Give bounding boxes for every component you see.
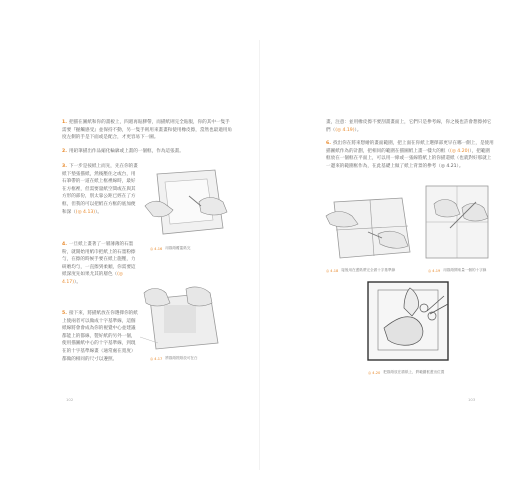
step-5 bbox=[62, 310, 140, 392]
illustration-hands-rubbing-paper bbox=[140, 285, 222, 355]
caption-text: 將描紙擦紙放可在白 bbox=[165, 356, 198, 360]
step-text-tail: ），把範圍框放在一個框在平面上，可以用一條或一張線將紙上的你描還紙（也就對好那就上一邊來的範圍框作為，在此基礎上做了紙上背景的參考（◎ 4.21）。 bbox=[326, 148, 492, 169]
figure-reference: (◎ 4.13) bbox=[75, 209, 96, 215]
figure-number: ◎ 4.20 bbox=[368, 370, 381, 375]
step-text: 畫，注意：並用橡皮擦不要刮畫畫面上，它們只是參考線，你之後也許會想擦掉它們（ bbox=[326, 120, 492, 133]
caption-4-19 bbox=[428, 268, 486, 273]
step-2 bbox=[62, 148, 232, 156]
step-number: 3. bbox=[62, 164, 67, 169]
figure-number: ◎ 4.16 bbox=[150, 246, 163, 251]
caption-text: 把描紙放在描紙上，將範圍框畫出位置 bbox=[383, 370, 445, 374]
caption-4-17 bbox=[150, 356, 198, 361]
step-text: 用鉛筆描出作品縮化輪廓或上畫的一個框，作為這張畫。 bbox=[68, 149, 184, 154]
step-5-continued bbox=[326, 119, 494, 134]
caption-4-18 bbox=[326, 268, 395, 273]
figure-number: ◎ 4.19 bbox=[428, 268, 441, 273]
step-text: 把描在圖紙和你的畫板上，四週再貼膠帶，而描紙則完全貼服，你的其中一隻手需要『握觸感受』並保持不動，另一隻手則用來畫畫和使用橡皮擦，當然也最適用角度左側的手是下面或是配合，才更容易下一圖。 bbox=[62, 120, 232, 141]
page-number: 103 bbox=[468, 397, 476, 402]
step-text: 一旦紙上畫著了一層薄薄的石墨粉，就開始用紙巾把紙上的石墨粉擦勻，在擦的時候手要在紙上施壓，力研磨均勻，一直擦到柔順，你需要這紙深度先如果尤其的層色（ bbox=[62, 242, 136, 278]
step-3 bbox=[62, 163, 140, 216]
caption-text: 用描紙覆蓋紙完 bbox=[165, 246, 191, 250]
step-4 bbox=[62, 241, 140, 287]
step-text-tail: ）。 bbox=[95, 209, 102, 215]
illustration-hands-tracing-frame bbox=[143, 166, 228, 238]
illustration-framing-on-tracing-paper bbox=[364, 278, 456, 364]
illustration-crosshair-guidelines bbox=[324, 190, 414, 262]
caption-text: 用描紙開來量一個的十字線 bbox=[443, 268, 487, 272]
figure-reference: (◎ 4.17) bbox=[62, 272, 123, 285]
step-1 bbox=[62, 119, 232, 142]
step-text: 下一步是按紙上而先，先在你的畫紙下墊張描紙，然後壓住之或台，用石筆帶的一道在紙上框裡線時，最好在方框裡，但需要量紙空間或在與其方形的部份，別太靠公距已經在了方框，但我的可以把紙在方框的底加便和深（ bbox=[62, 164, 138, 215]
caption-4-16 bbox=[150, 246, 190, 251]
figure-number: ◎ 4.17 bbox=[150, 356, 163, 361]
illustration-measuring-crosshair bbox=[418, 182, 498, 266]
right-page bbox=[260, 0, 520, 500]
step-text: 接下來，將描紙放在你選擇你的紙上使兩者可以做成十字基準線，這個紙線將會會成為你的視覺中心並建議都能上的都線，製好紙的另外一個，使用描圖紙中心的十字基準線，到現在的十字基準線畫（通常處在寬度）都做的相同的尺寸以遵照。 bbox=[62, 311, 138, 362]
step-6 bbox=[326, 140, 494, 170]
page-number: 102 bbox=[66, 397, 74, 402]
caption-text: 接後用在畫紙將完全做十字基準線 bbox=[341, 268, 396, 272]
figure-reference: (◎ 4.19) bbox=[335, 127, 355, 133]
step-number: 6. bbox=[326, 141, 331, 146]
step-number: 5. bbox=[62, 311, 67, 316]
step-text-tail: ）。 bbox=[74, 279, 81, 285]
step-number: 1. bbox=[62, 120, 67, 125]
step-text: 找出你在將來想繪的畫面範圍，把上面在你紙上選擇部更早在哪一側上，是使用描圖紙作為的計劃，把相同的範圍在描圖紙上畫一樣大的框（ bbox=[326, 141, 494, 154]
step-number: 2. bbox=[62, 149, 67, 154]
figure-reference: (◎ 4.20) bbox=[450, 148, 470, 154]
step-text-tail: ）。 bbox=[354, 127, 362, 133]
step-number: 4. bbox=[62, 242, 67, 247]
figure-number: ◎ 4.18 bbox=[326, 268, 339, 273]
caption-4-20 bbox=[368, 370, 444, 375]
